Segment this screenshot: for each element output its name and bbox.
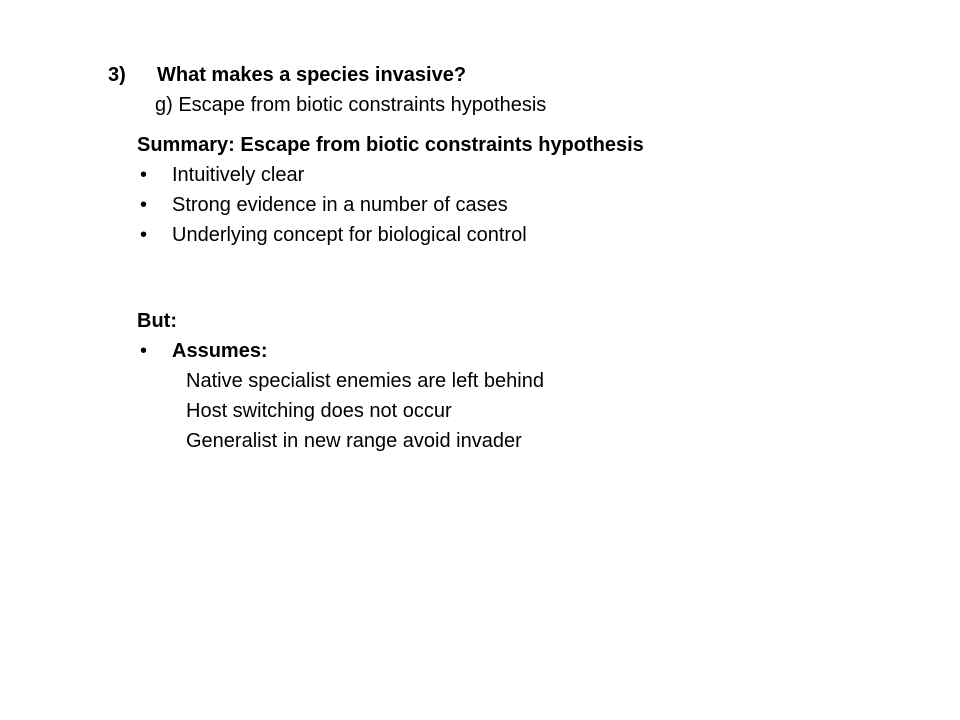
summary-point: Strong evidence in a number of cases	[172, 194, 508, 216]
heading-number: 3)	[108, 64, 126, 86]
summary-title: Summary: Escape from biotic constraints hypothesis	[137, 134, 644, 156]
summary-point: Underlying concept for biological control	[172, 224, 527, 246]
but-label: But:	[137, 310, 177, 332]
bullet-icon: •	[140, 194, 148, 216]
summary-point: Intuitively clear	[172, 164, 305, 186]
heading-title: What makes a species invasive?	[157, 64, 467, 86]
heading-subtitle: g) Escape from biotic constraints hypothesis	[155, 94, 547, 116]
assumption-item: Native specialist enemies are left behind	[186, 370, 544, 392]
assumes-label: Assumes:	[172, 340, 268, 362]
bullet-icon: •	[140, 340, 148, 362]
bullet-icon: •	[140, 164, 148, 186]
assumption-item: Generalist in new range avoid invader	[186, 430, 522, 452]
bullet-icon: •	[140, 224, 148, 246]
assumption-item: Host switching does not occur	[186, 400, 452, 422]
